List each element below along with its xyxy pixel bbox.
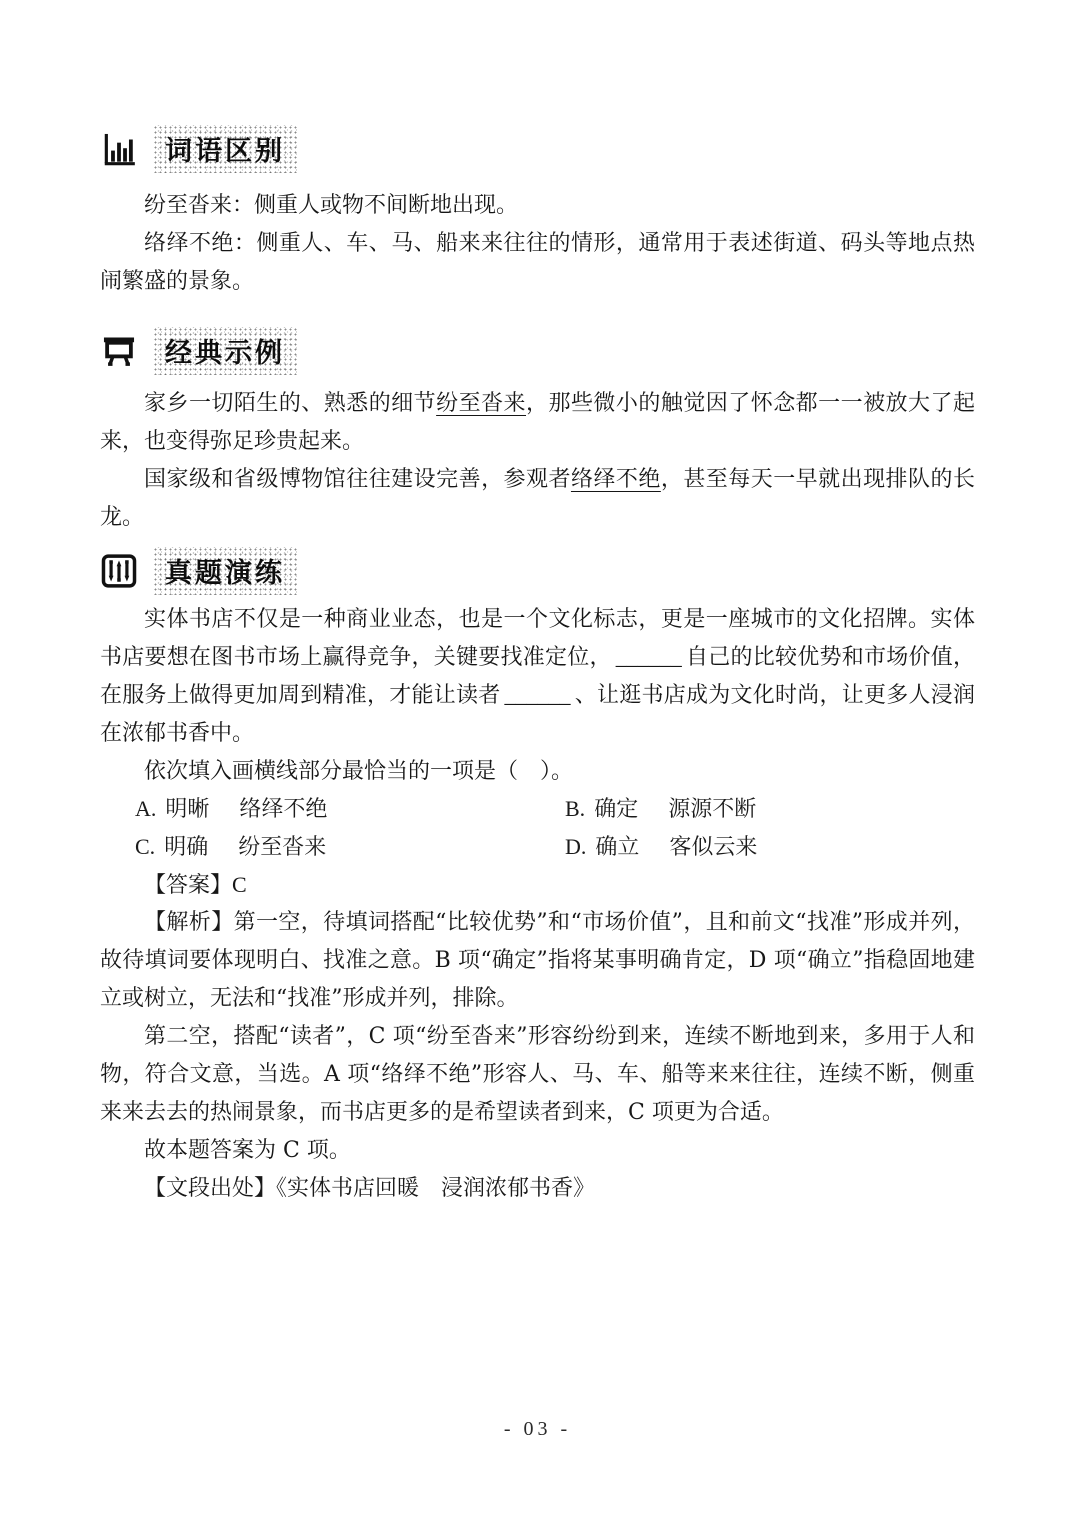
fill-blank-1: ______: [615, 644, 682, 669]
section-word-distinction-header: [100, 128, 975, 170]
section-title-word-distinction: 词语区别: [153, 125, 297, 173]
answer-line: [100, 866, 975, 904]
distinction-paragraph-2: 络绎不绝：侧重人、车、马、船来来往往的情形，通常用于表述街道、码头等地点热闹繁盛的景象。: [100, 230, 975, 293]
analysis-paragraph-1: 【解析】第一空，待填词搭配“比较优势”和“市场价值”，且和前文“找准”形成并列，故待填词要体现明白、找准之意。B 项“确定”指将某事明确肯定，D 项“确立”指稳固地建立或树立，无法和“找准”形成并列，排除。: [100, 910, 975, 1011]
analysis-conclusion: 故本题答案为 C 项。: [144, 1138, 351, 1163]
option-d: D. 确立 客似云来: [565, 834, 758, 859]
option-c: C. 明确 纷至沓来: [135, 834, 327, 859]
option-b: B. 确定 源源不断: [565, 796, 757, 821]
section-title-exam-practice: 真题演练: [153, 547, 297, 595]
section-classic-examples-header: [100, 330, 975, 372]
page-content: [100, 0, 975, 1208]
page-number: - 03 -: [503, 1418, 572, 1440]
sliders-icon: [100, 552, 138, 590]
distinction-paragraph-1: 纷至沓来：侧重人或物不间断地出现。: [144, 192, 519, 217]
section-exam-practice-header: [100, 550, 975, 592]
answer-value: C: [232, 872, 247, 897]
example-paragraph-1: 家乡一切陌生的、熟悉的细节纷至沓来，那些微小的触觉因了怀念都一一被放大了起来，也变得弥足珍贵起来。: [100, 390, 975, 453]
bar-chart-icon: [100, 130, 138, 168]
options-row-2: [100, 828, 975, 866]
underlined-term: 纷至沓来: [436, 390, 527, 415]
options-row-1: [100, 790, 975, 828]
passage-source: 【文段出处】《实体书店回暖 浸润浓郁书香》: [144, 1176, 596, 1201]
fill-blank-2: ______: [504, 682, 571, 707]
answer-label: 【答案】: [144, 872, 233, 897]
exam-passage: 实体书店不仅是一种商业业态，也是一个文化标志，更是一座城市的文化招牌。实体书店要想在图书市场上赢得竞争，关键要找准定位， ______ 自己的比较优势和市场价值，在服务上做得更加周到精准，才能让读者 ______ 、让逛书店成为文化时尚，让更多人浸润在浓郁书香中。: [100, 606, 975, 745]
option-a: A. 明晰 络绎不绝: [135, 796, 328, 821]
analysis-paragraph-2: 第二空，搭配“读者”，C 项“纷至沓来”形容纷纷到来，连续不断地到来，多用于人和物，符合文意，当选。A 项“络绎不绝”形容人、马、车、船等来来往往，连续不断，侧重来来去去的热闹景象，而书店更多的是希望读者到来，C 项更为合适。: [100, 1024, 975, 1125]
underlined-term: 络绎不绝: [570, 466, 661, 491]
section-title-classic-examples: 经典示例: [153, 327, 297, 375]
blackboard-icon: [100, 332, 138, 370]
exam-question: 依次填入画横线部分最恰当的一项是（ ）。: [144, 758, 574, 783]
example-paragraph-2: 国家级和省级博物馆往往建设完善，参观者络绎不绝，甚至每天一早就出现排队的长龙。: [100, 466, 975, 529]
